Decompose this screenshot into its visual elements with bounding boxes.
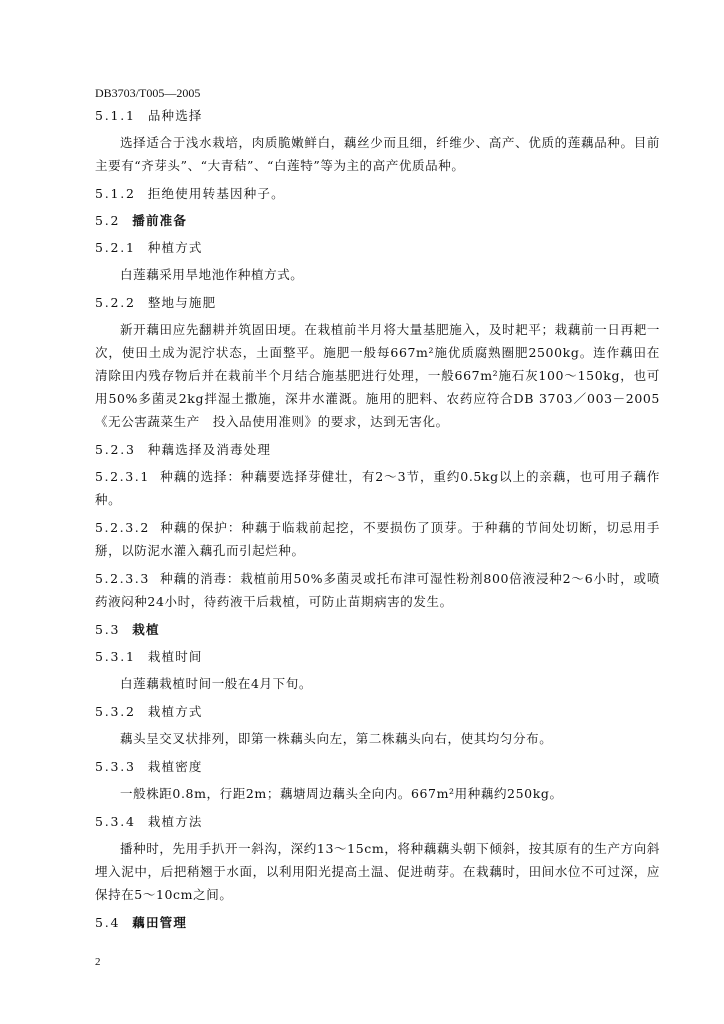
section-title: 栽植方式 — [147, 704, 203, 719]
section-heading — [95, 913, 660, 933]
numbered-paragraph — [95, 567, 660, 613]
paragraph: 播种时，先用手扒开一斜沟，深约13～15cm，将种藕藕头朝下倾斜，按其原有的生产方向斜埋入泥中，后把稍翘于水面，以利用阳光提高土温、促进萌芽。在栽藕时，田间水位不可过深，应保持在5～10cm之间。 — [95, 841, 660, 902]
section-number: 5.2 — [95, 213, 121, 228]
section-number: 5.1.2 — [95, 186, 136, 201]
paragraph-number: 5.2.3.1 — [95, 469, 150, 484]
section-title: 栽植时间 — [147, 649, 203, 664]
section-title: 整地与施肥 — [147, 295, 217, 310]
section-title: 拒绝使用转基因种子。 — [147, 186, 285, 201]
section-title: 播前准备 — [132, 213, 188, 228]
section-number: 5.3.4 — [95, 814, 136, 829]
section-number: 5.3.2 — [95, 704, 136, 719]
section-title: 种植方式 — [147, 240, 203, 255]
paragraph: 一般株距0.8m，行距2m；藕塘周边藕头全向内。667m²用种藕约250kg。 — [120, 786, 563, 801]
page-number: 2 — [95, 956, 101, 968]
section-heading — [95, 620, 660, 640]
section-heading — [95, 293, 660, 313]
section-title: 栽植密度 — [147, 759, 203, 774]
section-number: 5.2.1 — [95, 240, 136, 255]
paragraph: 选择适合于浅水栽培，肉质脆嫩鲜白，藕丝少而且细，纤维少、高产、优质的莲藕品种。目前主要有“齐芽头”、“大青秸”、“白莲特”等为主的高产优质品种。 — [95, 135, 660, 173]
paragraph-number: 5.2.3.2 — [95, 520, 150, 535]
numbered-paragraph — [95, 465, 660, 511]
section-heading — [95, 812, 660, 832]
section-heading — [95, 647, 660, 667]
section-title: 栽植 — [132, 622, 160, 637]
section-heading — [95, 440, 660, 460]
paragraph-number: 5.2.3.3 — [95, 571, 150, 586]
paragraph: 新开藕田应先翻耕并筑固田埂。在栽植前半月将大量基肥施入，及时耙平；栽藕前一日再耙一次，使田土成为泥泞状态，土面整平。施肥一般每667m²施优质腐熟圈肥2500kg。连作藕田在清除田内残存物后并在栽前半个月结合施基肥进行处理，一般667m²施石灰100～150kg，也可用50%多菌灵2kg拌湿土撒施，深井水灌溉。施用的肥料、农药应符合DB 3703／003－2005《无公害蔬菜生产 投入品使用准则》的要求，达到无害化。 — [95, 322, 660, 429]
section-heading — [95, 757, 660, 777]
section-number: 5.4 — [95, 915, 121, 930]
section-heading — [95, 238, 660, 258]
section-title: 藕田管理 — [132, 915, 188, 930]
section-number: 5.2.2 — [95, 295, 136, 310]
section-number: 5.2.3 — [95, 442, 136, 457]
numbered-paragraph — [95, 516, 660, 562]
section-heading — [95, 184, 660, 204]
paragraph-text: 种藕的选择：种藕要选择芽健壮，有2～3节，重约0.5kg以上的亲藕，也可用子藕作种。 — [95, 469, 660, 507]
document-header: DB3703/T005—2005 — [95, 86, 201, 100]
paragraph-text: 种藕的保护：种藕于临栽前起挖，不要损伤了顶芽。于种藕的节间处切断，切忌用手掰，以防泥水灌入藕孔而引起烂种。 — [95, 520, 660, 558]
section-number: 5.3 — [95, 622, 121, 637]
document-body — [95, 106, 660, 933]
section-number: 5.3.1 — [95, 649, 136, 664]
paragraph-text: 种藕的消毒：栽植前用50%多菌灵或托布津可湿性粉剂800倍液浸种2～6小时，或喷药液闷种24小时，待药液干后栽植，可防止苗期病害的发生。 — [95, 571, 660, 609]
section-heading — [95, 106, 660, 126]
paragraph: 白莲藕栽植时间一般在4月下旬。 — [120, 676, 312, 691]
section-heading — [95, 211, 660, 231]
paragraph: 白莲藕采用旱地池作种植方式。 — [120, 267, 304, 282]
section-title: 品种选择 — [147, 108, 203, 123]
section-number: 5.1.1 — [95, 108, 136, 123]
section-title: 栽植方法 — [147, 814, 203, 829]
section-heading — [95, 702, 660, 722]
section-number: 5.3.3 — [95, 759, 136, 774]
paragraph: 藕头呈交叉状排列，即第一株藕头向左，第二株藕头向右，使其均匀分布。 — [120, 731, 553, 746]
section-title: 种藕选择及消毒处理 — [147, 442, 272, 457]
